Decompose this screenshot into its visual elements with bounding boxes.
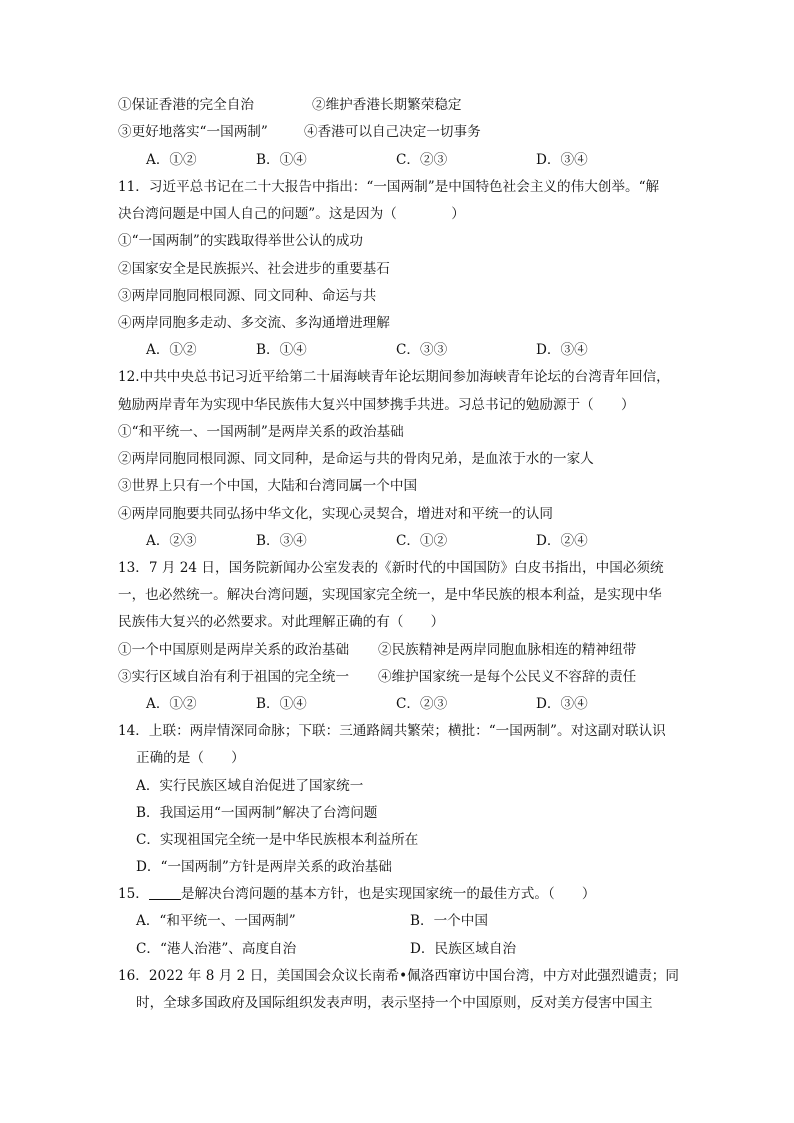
q12-option-a: A．②③	[146, 533, 197, 549]
q13-option-c: C．②③	[396, 696, 448, 712]
q14-stem-line-2: 正确的是（ ）	[136, 750, 245, 766]
q14-option-d: D．“一国两制”方针是两岸关系的政治基础	[136, 859, 392, 875]
q10-statement-4: ④香港可以自己决定一切事务	[304, 124, 481, 140]
q13-statement-2: ②民族精神是两岸同胞血脉相连的精神纽带	[378, 642, 637, 658]
q11-stem-line-1: 11．习近平总书记在二十大报告中指出：“一国两制”是中国特色社会主义的伟大创举。“解	[118, 179, 660, 195]
q14-option-a: A．实行民族区域自治促进了国家统一	[136, 778, 364, 794]
q15-stem-text: 是解决台湾问题的基本方针，也是实现国家统一的最佳方式。（ ）	[180, 886, 596, 902]
q15-stem	[118, 885, 596, 903]
q14-option-b: B．我国运用“一国两制”解决了台湾问题	[136, 805, 378, 821]
q12-option-d: D．②④	[536, 533, 588, 549]
q10-statement-3: ③更好地落实“一国两制”	[118, 124, 268, 140]
q10-option-a: A．①②	[146, 152, 197, 168]
q12-statement-4: ④两岸同胞要共同弘扬中华文化，实现心灵契合，增进对和平统一的认同	[118, 506, 553, 522]
q12-option-b: B．③④	[256, 533, 307, 549]
q13-statement-4: ④维护国家统一是每个公民义不容辞的责任	[378, 669, 637, 685]
q13-option-a: A．①②	[146, 696, 197, 712]
q12-stem-line-2: 勉励两岸青年为实现中华民族伟大复兴中国梦携手共进。习总书记的勉励源于（ ）	[118, 397, 635, 413]
q13-stem-line-2: 一，也必然统一。解决台湾问题，实现国家完全统一，是中华民族的根本利益，是实现中华	[118, 587, 662, 603]
q16-stem-line-2: 时，全球多国政府及国际组织发表声明，表示坚持一个中国原则，反对美方侵害中国主	[136, 995, 653, 1011]
q12-stem-line-1: 12.中共中央总书记习近平给第二十届海峡青年论坛期间参加海峡青年论坛的台湾青年回信，	[118, 369, 670, 385]
q10-option-c: C．②③	[396, 152, 448, 168]
q10-statement-1: ①保证香港的完全自治	[118, 97, 254, 113]
q11-statement-4: ④两岸同胞多走动、多交流、多沟通增进理解	[118, 315, 390, 331]
q10-option-b: B．①④	[256, 152, 307, 168]
q12-option-c: C．①②	[396, 533, 448, 549]
q15-option-c: C．“港人治港”、高度自治	[136, 941, 297, 957]
q15-option-b: B．一个中国	[410, 913, 488, 929]
q12-statement-3: ③世界上只有一个中国，大陆和台湾同属一个中国	[118, 478, 418, 494]
q11-stem-line-2: 决台湾问题是中国人自己的问题”。这是因为（ ）	[118, 206, 465, 222]
q11-statement-2: ②国家安全是民族振兴、社会进步的重要基石	[118, 261, 390, 277]
q11-statement-3: ③两岸同胞同根同源、同文同种、命运与共	[118, 288, 377, 304]
q11-statement-1: ①“一国两制”的实践取得举世公认的成功	[118, 233, 363, 249]
q11-option-d: D．③④	[536, 342, 588, 358]
q12-statement-1: ①“和平统一、一国两制”是两岸关系的政治基础	[118, 424, 404, 440]
q11-option-a: A．①②	[146, 342, 197, 358]
q15-number: 15．	[118, 886, 149, 902]
q13-statement-3: ③实行区域自治有利于祖国的完全统一	[118, 669, 350, 685]
q13-option-b: B．①④	[256, 696, 307, 712]
q10-option-d: D．③④	[536, 152, 588, 168]
q14-option-c: C．实现祖国完全统一是中华民族根本利益所在	[136, 832, 419, 848]
q11-option-b: B．①④	[256, 342, 307, 358]
q15-option-a: A．“和平统一、一国两制”	[136, 913, 296, 929]
q15-option-d: D．民族区域自治	[410, 941, 517, 957]
q13-statement-1: ①一个中国原则是两岸关系的政治基础	[118, 642, 350, 658]
q13-stem-line-3: 民族伟大复兴的必然要求。对此理解正确的有（ ）	[118, 614, 445, 630]
q13-option-d: D．③④	[536, 696, 588, 712]
q14-stem-line-1: 14．上联：两岸情深同命脉；下联：三通路阔共繁荣；横批：“一国两制”。对这副对联认识	[118, 723, 666, 739]
q15-answer-blank[interactable]	[149, 885, 181, 900]
q10-statement-2: ②维护香港长期繁荣稳定	[312, 97, 462, 113]
q16-stem-line-1: 16．2022 年 8 月 2 日，美国国会众议长南希•佩洛西窜访中国台湾，中方对此强烈谴责；同	[118, 968, 679, 984]
q12-statement-2: ②两岸同胞同根同源、同文同种，是命运与共的骨肉兄弟，是血浓于水的一家人	[118, 451, 594, 467]
q13-stem-line-1: 13．7 月 24 日，国务院新闻办公室发表的《新时代的中国国防》白皮书指出，中国必须统	[118, 560, 664, 576]
q11-option-c: C．③③	[396, 342, 448, 358]
